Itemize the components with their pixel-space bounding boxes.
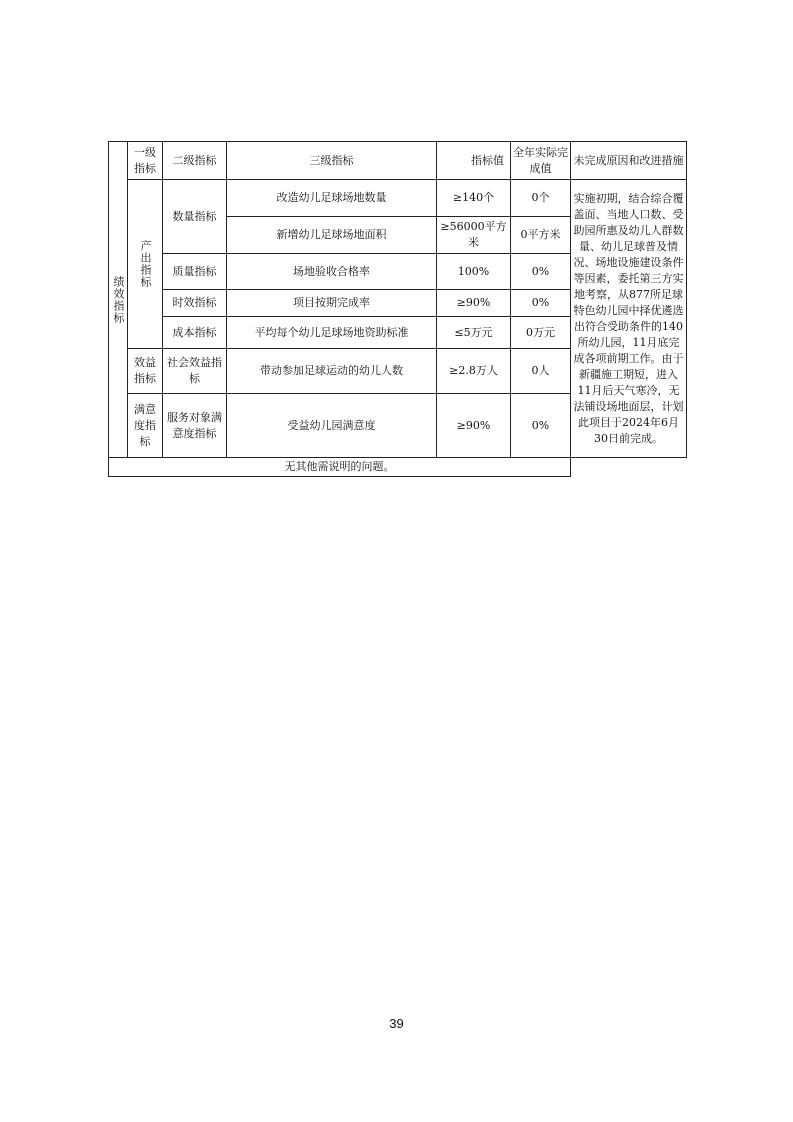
header-level3: 三级指标 bbox=[227, 142, 437, 180]
table-row bbox=[109, 180, 687, 217]
level3-cell: 改造幼儿足球场地数量 bbox=[227, 180, 437, 217]
actual-cell: 0% bbox=[511, 254, 571, 290]
group-output-cell bbox=[128, 180, 163, 349]
group-satisfaction: 满意度指标 bbox=[128, 394, 163, 458]
target-cell: ≥140个 bbox=[437, 180, 511, 217]
page-number: 39 bbox=[389, 1016, 404, 1031]
side-label: 绩效指标 bbox=[112, 275, 125, 324]
header-level1: 一级指标 bbox=[128, 142, 163, 180]
note-row bbox=[109, 458, 687, 477]
note-cell: 无其他需说明的问题。 bbox=[109, 458, 571, 477]
actual-cell: 0人 bbox=[511, 349, 571, 394]
actual-cell: 0个 bbox=[511, 180, 571, 217]
actual-cell: 0万元 bbox=[511, 317, 571, 349]
header-row bbox=[109, 142, 687, 180]
target-cell: ≥90% bbox=[437, 290, 511, 317]
group-benefit: 效益指标 bbox=[128, 349, 163, 394]
level3-cell: 新增幼儿足球场地面积 bbox=[227, 217, 437, 254]
target-cell: ≥90% bbox=[437, 394, 511, 458]
header-level2: 二级指标 bbox=[163, 142, 227, 180]
actual-cell: 0平方米 bbox=[511, 217, 571, 254]
side-label-cell bbox=[109, 142, 128, 458]
actual-cell: 0% bbox=[511, 290, 571, 317]
target-cell: ≥2.8万人 bbox=[437, 349, 511, 394]
header-reason: 未完成原因和改进措施 bbox=[571, 142, 687, 180]
performance-table bbox=[108, 141, 687, 477]
level2-cell: 数量指标 bbox=[163, 180, 227, 254]
level2-cell: 成本指标 bbox=[163, 317, 227, 349]
target-cell: ≥56000平方米 bbox=[437, 217, 511, 254]
level3-cell: 带动参加足球运动的幼儿人数 bbox=[227, 349, 437, 394]
level2-cell: 社会效益指标 bbox=[163, 349, 227, 394]
header-target: 指标值 bbox=[437, 142, 511, 180]
reason-cell: 实施初期，结合综合覆盖面、当地人口数、受助园所惠及幼儿人群数量、幼儿足球普及情况、场地设施建设条件等因素，委托第三方实地考察，从877所足球特色幼儿园中择优遴选出符合受助条件的140所幼儿园，11月底完成各项前期工作。由于新疆施工期短，进入11月后天气寒冷，无法铺设场地面层，计划此项目于2024年6月30日前完成。 bbox=[571, 180, 687, 458]
group-output: 产出指标 bbox=[139, 240, 152, 288]
target-cell: ≤5万元 bbox=[437, 317, 511, 349]
level3-cell: 场地验收合格率 bbox=[227, 254, 437, 290]
actual-cell: 0% bbox=[511, 394, 571, 458]
level2-cell: 质量指标 bbox=[163, 254, 227, 290]
level2-cell: 服务对象满意度指标 bbox=[163, 394, 227, 458]
header-actual: 全年实际完成值 bbox=[511, 142, 571, 180]
level2-cell: 时效指标 bbox=[163, 290, 227, 317]
target-cell: 100% bbox=[437, 254, 511, 290]
level3-cell: 受益幼儿园满意度 bbox=[227, 394, 437, 458]
level3-cell: 平均每个幼儿足球场地资助标准 bbox=[227, 317, 437, 349]
level3-cell: 项目按期完成率 bbox=[227, 290, 437, 317]
